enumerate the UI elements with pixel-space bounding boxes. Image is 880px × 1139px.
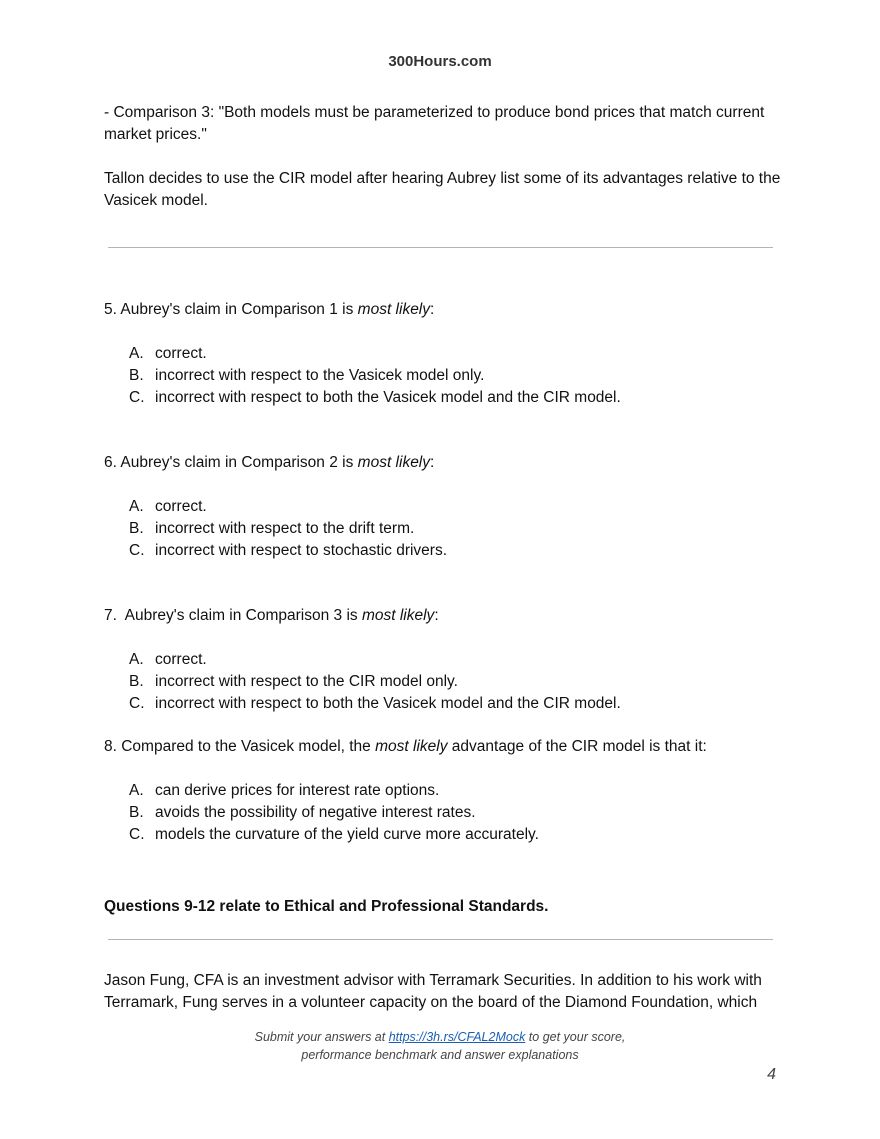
question-7 <box>104 605 784 627</box>
section-heading: Questions 9-12 relate to Ethical and Professional Standards. <box>104 898 549 915</box>
option-letter: A. <box>129 345 144 362</box>
option-a <box>129 780 789 802</box>
question-text: 7. Aubrey's claim in Comparison 3 is <box>104 607 362 624</box>
question-7-options <box>129 649 789 715</box>
option-text: correct. <box>155 651 207 668</box>
question-suffix: : <box>430 301 435 318</box>
question-suffix: : <box>430 454 435 471</box>
option-c <box>129 540 789 562</box>
case-paragraph: Jason Fung, CFA is an investment advisor with Terramark Securities. In addition to his work with Terramark, Fung serves in a volunteer capacity on the board of the Diamond Foundation, which <box>104 972 762 1011</box>
option-letter: C. <box>129 826 145 843</box>
option-a <box>129 496 789 518</box>
option-letter: B. <box>129 804 144 821</box>
option-b <box>129 802 789 824</box>
question-emphasis: most likely <box>357 301 431 318</box>
option-c <box>129 387 789 409</box>
option-text: incorrect with respect to both the Vasicek model and the CIR model. <box>155 695 621 712</box>
option-text: incorrect with respect to the drift term. <box>155 520 415 537</box>
option-text: correct. <box>155 498 207 515</box>
option-letter: A. <box>129 498 144 515</box>
footer-line-1 <box>0 1028 880 1046</box>
question-suffix: advantage of the CIR model is that it: <box>447 738 707 755</box>
section-divider <box>108 247 773 248</box>
question-emphasis: most likely <box>375 738 448 755</box>
option-text: incorrect with respect to both the Vasicek model and the CIR model. <box>155 389 621 406</box>
option-c <box>129 824 789 846</box>
option-a <box>129 649 789 671</box>
option-letter: A. <box>129 782 144 799</box>
option-a <box>129 343 789 365</box>
option-letter: C. <box>129 389 145 406</box>
question-text: 6. Aubrey's claim in Comparison 2 is <box>104 454 358 471</box>
footer-text: to get your score, <box>525 1030 626 1044</box>
option-text: incorrect with respect to the CIR model only. <box>155 673 458 690</box>
option-c <box>129 693 789 715</box>
site-header: 300Hours.com <box>388 53 492 70</box>
page-footer <box>0 1028 880 1064</box>
question-text: 5. Aubrey's claim in Comparison 1 is <box>104 301 358 318</box>
option-b <box>129 518 789 540</box>
question-6 <box>104 452 784 474</box>
decision-paragraph: Tallon decides to use the CIR model after hearing Aubrey list some of its advantages relative to the Vasicek model. <box>104 170 781 209</box>
page-number: 4 <box>767 1066 776 1083</box>
mock-exam-link[interactable]: https://3h.rs/CFAL2Mock <box>388 1030 526 1044</box>
question-emphasis: most likely <box>361 607 435 624</box>
question-5-options <box>129 343 789 409</box>
option-text: models the curvature of the yield curve more accurately. <box>155 826 539 843</box>
section-divider <box>108 939 773 940</box>
option-letter: C. <box>129 542 145 559</box>
question-text: 8. Compared to the Vasicek model, the <box>104 738 376 755</box>
option-letter: B. <box>129 367 144 384</box>
option-text: avoids the possibility of negative interest rates. <box>155 804 476 821</box>
option-letter: B. <box>129 673 144 690</box>
option-b <box>129 671 789 693</box>
option-text: incorrect with respect to stochastic drivers. <box>155 542 448 559</box>
question-5 <box>104 299 784 321</box>
question-8 <box>104 736 784 758</box>
question-emphasis: most likely <box>357 454 431 471</box>
option-text: incorrect with respect to the Vasicek model only. <box>155 367 485 384</box>
comparison-3-paragraph: - Comparison 3: "Both models must be parameterized to produce bond prices that match current market prices." <box>104 104 765 143</box>
footer-line-2: performance benchmark and answer explanations <box>301 1048 579 1062</box>
option-letter: A. <box>129 651 144 668</box>
option-letter: B. <box>129 520 144 537</box>
option-text: correct. <box>155 345 207 362</box>
footer-text: Submit your answers at <box>254 1030 389 1044</box>
option-text: can derive prices for interest rate options. <box>155 782 440 799</box>
option-letter: C. <box>129 695 145 712</box>
question-suffix: : <box>434 607 439 624</box>
option-b <box>129 365 789 387</box>
question-8-options <box>129 780 789 846</box>
question-6-options <box>129 496 789 562</box>
